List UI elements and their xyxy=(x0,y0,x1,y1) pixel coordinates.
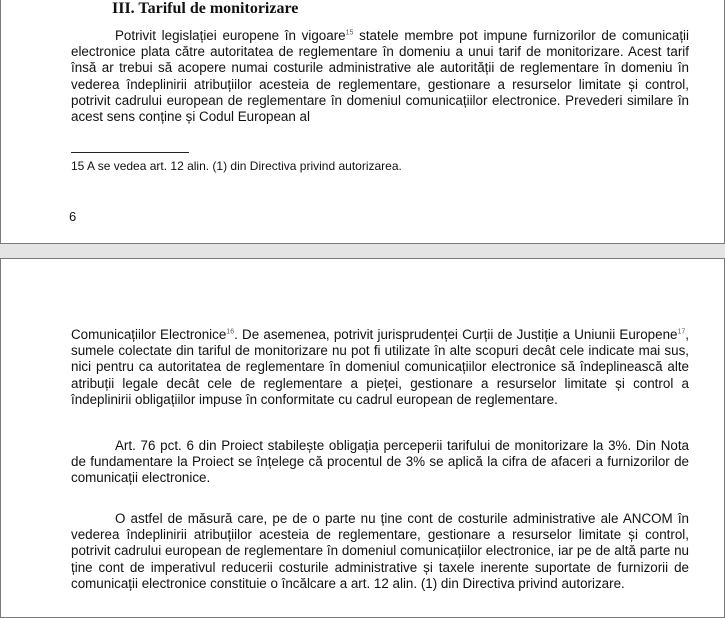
section-heading: III. Tariful de monitorizare xyxy=(112,0,299,17)
paragraph-continued xyxy=(71,327,689,408)
paragraph-text: , sumele colectate din tariful de monitorizare nu pot fi utilizate în alte scopuri decât cele indicate mai sus, nici pentru ca autoritatea de reglementare în domeniul comunicațiilor electronice să îndeplinească alte atribuții legale decât cele de reglementare a pieței, gestionare a resurselor limitate și control a îndeplinirii obligațiilor impuse în conformitate cu cadrul european de reglementare. xyxy=(71,327,689,407)
footnote-separator xyxy=(71,152,189,153)
footnote-ref-15[interactable]: 15 xyxy=(345,29,354,37)
paragraph-measure: O astfel de măsură care, pe de o parte nu ține cont de costurile administrative ale ANCOM în vederea îndeplinirii atribuțiilor acesteia de reglementare, gestionare a resurselor limitate și control, potrivit cadrului european de reglementare în domeniul comunicațiilor electronice, iar pe de altă parte nu ține cont de imperativul reducerii costurile administrative și taxele inerente suportate de furnizorii de comunicații electronice constituie o încălcare a art. 12 alin. (1) din Directiva privind autorizare. xyxy=(71,511,689,591)
paragraph-text: . De asemenea, potrivit jurisprudenței Curții de Justiție a Uniunii Europene xyxy=(234,327,678,342)
footnote-ref-17[interactable]: 17 xyxy=(677,328,686,336)
page-gap xyxy=(0,244,725,258)
footnote-15: 15 A se vedea art. 12 alin. (1) din Directiva privind autorizarea. xyxy=(71,159,402,173)
page-number: 6 xyxy=(69,209,77,224)
paragraph-text: statele membre pot impune furnizorilor de comunicații electronice plata către autoritatea de reglementare în domeniu a unui tarif de monitorizare. Acest tarif însă ar trebui să acopere numai costurile administrative ale autorității de reglementare în domeniu în vederea îndeplinirii atribuțiilor acesteia de reglementare, gestionare a resurselor limitate și control, potrivit cadrului european de reglementare în domeniul comunicațiilor electronice. Prevederi similare în acest sens conține și Codul European al xyxy=(71,28,689,125)
footnote-ref-16[interactable]: 16 xyxy=(226,328,235,336)
paragraph-text: Potrivit legislației europene în vigoare xyxy=(115,28,346,43)
paragraph-text: Comunicațiilor Electronice xyxy=(71,327,227,342)
paragraph-monitoring-fee xyxy=(71,28,689,125)
document-page-7 xyxy=(0,258,725,618)
paragraph-art-76: Art. 76 pct. 6 din Proiect stabilește obligația perceperii tarifului de monitorizare la 3%. Din Nota de fundamentare la Proiect se înțelege că procentul de 3% se aplică la cifra de afaceri a furnizorilor de comunicații electronice. xyxy=(71,438,689,486)
document-page-6 xyxy=(0,0,725,244)
